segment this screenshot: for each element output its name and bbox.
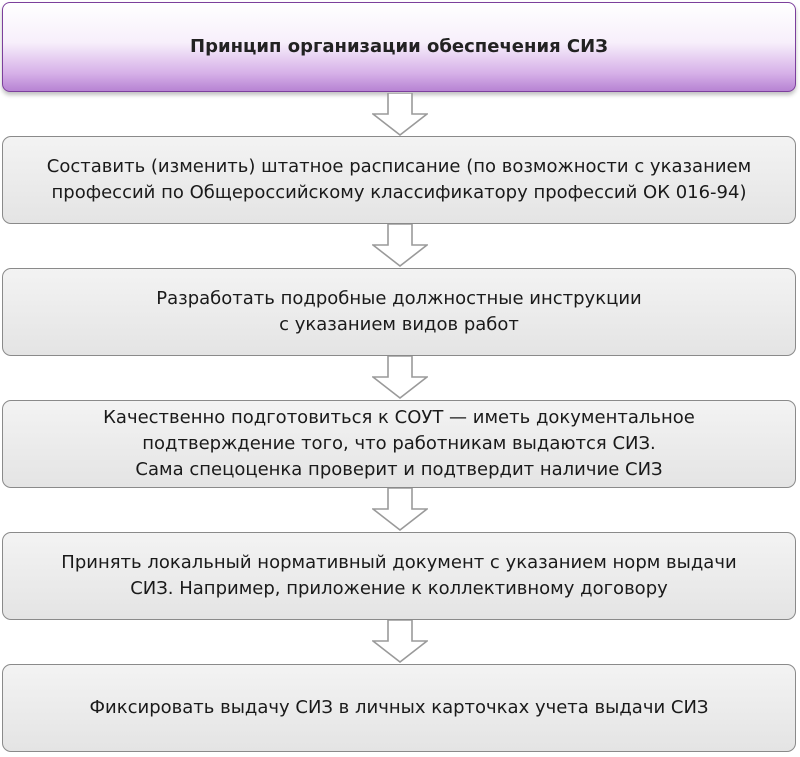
step-2-line-2: с указанием видов работ xyxy=(279,314,519,335)
down-arrow-icon xyxy=(372,620,428,664)
step-3-line-1: Качественно подготовиться к СОУТ — иметь документальное xyxy=(103,407,695,428)
step-4-box xyxy=(2,532,796,620)
step-3-line-3: Сама спецоценка проверит и подтвердит наличие СИЗ xyxy=(135,459,663,480)
step-4-line-2: СИЗ. Например, приложение к коллективному договору xyxy=(130,578,668,599)
down-arrow-icon xyxy=(372,224,428,268)
down-arrow-icon xyxy=(372,488,428,532)
step-5-box xyxy=(2,664,796,752)
flowchart-title-box xyxy=(2,2,796,92)
step-1-line-2: профессий по Общероссийскому классификатору профессий ОК 016-94) xyxy=(51,182,747,203)
down-arrow-icon xyxy=(372,93,428,137)
step-1-line-1: Составить (изменить) штатное расписание (по возможности с указанием xyxy=(46,156,752,177)
step-3-box xyxy=(2,400,796,488)
step-2-box xyxy=(2,268,796,356)
step-1-box xyxy=(2,136,796,224)
step-2-line-1: Разработать подробные должностные инструкции xyxy=(156,288,642,309)
step-3-line-2: подтверждение того, что работникам выдаются СИЗ. xyxy=(142,433,656,454)
step-4-line-1: Принять локальный нормативный документ с указанием норм выдачи xyxy=(61,552,737,573)
step-5-line-1: Фиксировать выдачу СИЗ в личных карточках учета выдачи СИЗ xyxy=(89,697,709,718)
flowchart-title: Принцип организации обеспечения СИЗ xyxy=(190,36,608,57)
down-arrow-icon xyxy=(372,356,428,400)
